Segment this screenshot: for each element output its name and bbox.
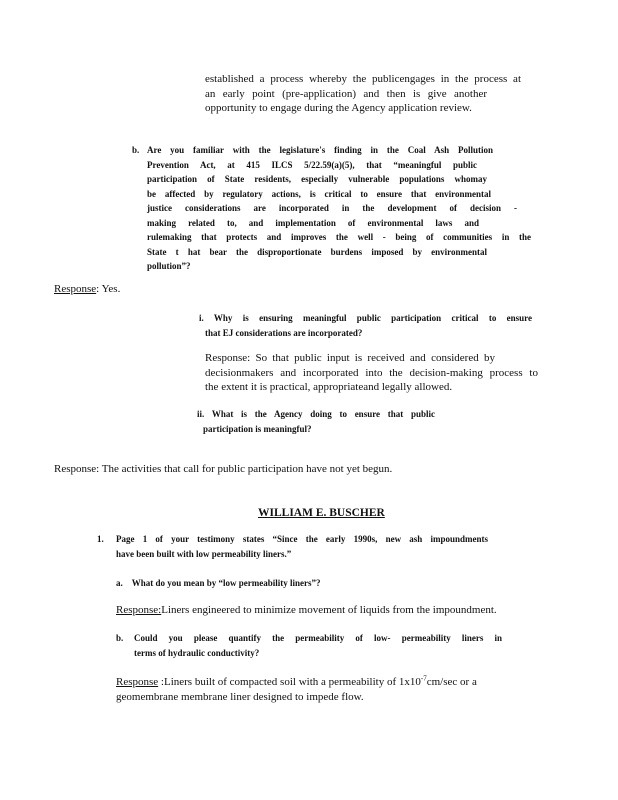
- exponent: -7: [420, 674, 427, 683]
- text-line: be affected by regulatory actions, is critical to ensure that environmental: [147, 188, 491, 199]
- question-b-legislature: [147, 143, 531, 274]
- response-text: cm/sec or a: [426, 676, 477, 688]
- text-line: the extent it is practical, appropriateand legally allowed.: [205, 381, 453, 393]
- text-line: participation is meaningful?: [203, 423, 312, 434]
- response-yes: [54, 282, 120, 297]
- response-text: Liners engineered to minimize movement of liquids from the impoundment.: [161, 604, 497, 616]
- text-line: pollution”?: [147, 261, 191, 271]
- question-i: [199, 311, 532, 340]
- text-line: opportunity to engage during the Agency application review.: [205, 102, 472, 114]
- text-line: Response: So that public input is received and considered by: [205, 352, 495, 364]
- response-1b: [116, 675, 516, 704]
- text-line: State t hat bear the disproportionate burdens imposed by environmental: [147, 246, 487, 257]
- question-ii: [197, 407, 435, 436]
- text-line: i. Why is ensuring meaningful public participation critical to ensure: [199, 313, 532, 323]
- response-label: Response: [54, 463, 97, 475]
- response-label: Response: [54, 283, 97, 295]
- text-line: ii. What is the Agency doing to ensure that public: [197, 409, 435, 419]
- intro-paragraph: [205, 72, 521, 116]
- text-line: Could you please quantify the permeability of low- permeability liners in: [134, 633, 502, 643]
- text-line: making related to, and implementation of environmental laws and: [147, 217, 479, 228]
- response-1a: [116, 603, 497, 618]
- text-line: participation of State residents, especially vulnerable populations whomay: [147, 174, 487, 184]
- question-marker: a.: [116, 578, 123, 588]
- question-1a: [116, 576, 321, 591]
- question-1-number: 1.: [97, 534, 104, 544]
- text-line: decisionmakers and incorporated into the decision-making process to: [205, 366, 538, 379]
- text-line: geomembrane membrane liner designed to impede flow.: [116, 690, 364, 703]
- response-text: :Liners built of compacted soil with a permeability of 1x10: [158, 676, 421, 688]
- response-label: Response: [116, 676, 159, 688]
- text-line: rulemaking that protects and improves the well - being of communities in the: [147, 232, 531, 242]
- response-label: Response:: [116, 604, 162, 616]
- response-i: [205, 351, 538, 395]
- question-1b-marker: b.: [116, 633, 124, 643]
- response-text: : Yes.: [96, 283, 121, 295]
- text-line: an early point (pre-application) and then is give another: [205, 87, 487, 100]
- question-b-marker: b.: [132, 145, 140, 155]
- question-text: What do you mean by “low permeability liners”?: [131, 578, 321, 588]
- question-1b: [134, 631, 502, 660]
- witness-heading: WILLIAM E. BUSCHER: [258, 507, 385, 519]
- text-line: terms of hydraulic conductivity?: [134, 647, 260, 658]
- text-line: that EJ considerations are incorporated?: [205, 327, 363, 338]
- response-ii: [54, 462, 392, 477]
- text-line: Are you familiar with the legislature's finding in the Coal Ash Pollution: [147, 145, 493, 155]
- text-line: Prevention Act, at 415 ILCS 5/22.59(a)(5), that “meaningful public: [147, 159, 477, 170]
- text-line: justice considerations are incorporated in the development of decision -: [147, 203, 517, 213]
- text-line: Page 1 of your testimony states “Since the early 1990s, new ash impoundments: [116, 534, 488, 544]
- text-line: established a process whereby the publicengages in the process at: [205, 73, 521, 85]
- question-1: [116, 532, 488, 561]
- response-text: : The activities that call for public participation have not yet begun.: [96, 463, 393, 475]
- text-line: have been built with low permeability liners.”: [116, 548, 292, 559]
